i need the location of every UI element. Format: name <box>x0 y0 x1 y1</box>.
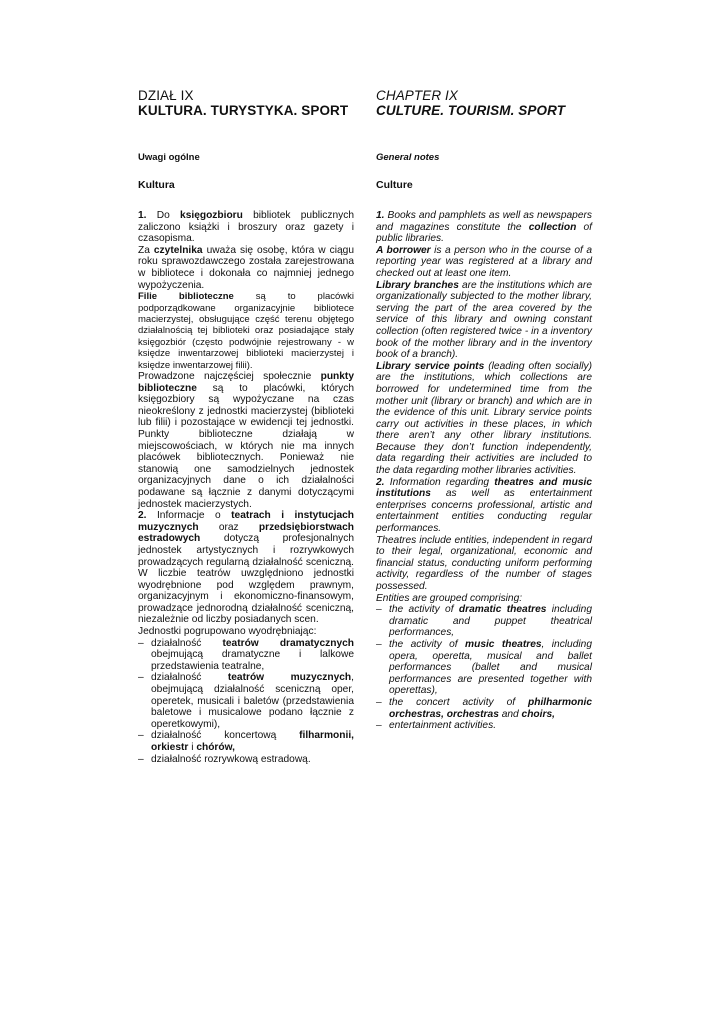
paragraph: Theatres include entities, independent in regard to their legal, organizational, economic and financial status, conducting uniform performing activity, regardless of the number of stages possessed. <box>376 534 592 592</box>
paragraph: 2. Information regarding theatres and music institutions as well as entertainment enterprises concerns professional, artistic and entertainment entities conducting regular performances. <box>376 476 592 535</box>
section-body <box>138 210 354 765</box>
paragraph: Entities are grouped comprising: <box>376 592 523 604</box>
list-item: – the activity of music theatres, including opera, operetta, musical and ballet performances (ballet and musical performances are presented together with operettas), <box>376 639 592 697</box>
activity-list <box>138 638 354 766</box>
paragraph: 1. Do księgozbioru bibliotek publicznych zaliczono książki i broszury oraz gazety i czasopisma. <box>138 210 354 245</box>
paragraph: Za czytelnika uważa się osobę, która w ciągu roku sprawozdawczego została zarejestrowana w bibliotece i dokonała co najmniej jednego wypożyczenia. <box>138 244 354 291</box>
section-body <box>376 210 592 732</box>
polish-column <box>138 88 354 765</box>
chapter-number: DZIAŁ IX <box>138 88 194 103</box>
general-notes-heading: General notes <box>376 152 440 163</box>
paragraph: Library branches are the institutions which are organizationally subjected to the mother library, serving the part of the area covered by the service of this library and owning constant collection (often registered twice - in a inventory book of the mother library and in the inventory book of a branch). <box>376 279 592 361</box>
list-item: – działalność teatrów muzycznych, obejmującą działalność sceniczną oper, operetek, musicali i baletów (przedstawienia baletowe i musicalowe podano łącznie z operetkowymi), <box>138 672 354 730</box>
list-item: – the concert activity of philharmonic orchestras, orchestras and choirs, <box>376 697 592 720</box>
list-item: – działalność teatrów dramatycznych obejmującą dramatyczne i lalkowe przedstawienia teatralne, <box>138 638 354 673</box>
paragraph: Filie biblioteczne są to placówki podporządkowane organizacyjnie bibliotece macierzystej, obsługujące część terenu objętego działalnością tej biblioteki oraz posiadające stały księgozbiór (często podwójnie rejestrowany - w księdze inwentarzowej biblioteki macierzystej i księdze inwentarzowej filii). <box>138 291 354 371</box>
paragraph: A borrower is a person who in the course of a reporting year was registered at a library and checked out at least one item. <box>376 244 592 279</box>
paragraph: 1. Books and pamphlets as well as newspapers and magazines constitute the collection of public libraries. <box>376 210 593 245</box>
list-item: – the activity of dramatic theatres including dramatic and puppet theatrical performances, <box>376 604 592 639</box>
activity-list <box>376 604 592 732</box>
chapter-title: KULTURA. TURYSTYKA. SPORT <box>138 103 349 118</box>
paragraph: Library service points (leading often socially) are the institutions, which collections are borrowed for undetermined time from the mother unit (library or branch) and which are in the evidence of this unit. Library service points carry out activities in these places, in which there aren’t any other library institutions. Because they don’t function independently, data regarding their activities are included to the data regarding mother libraries activities. <box>376 360 592 477</box>
paragraph: Jednostki pogrupowano wyodrębniając: <box>138 626 317 638</box>
chapter-title: CULTURE. TOURISM. SPORT <box>376 103 566 118</box>
section-heading: Culture <box>376 179 413 191</box>
list-item: – działalność rozrywkową estradową. <box>138 754 354 766</box>
general-notes-heading: Uwagi ogólne <box>138 152 200 163</box>
list-item: – działalność koncertową filharmonii, orkiestr i chórów, <box>138 730 354 753</box>
english-column <box>376 88 592 732</box>
paragraph: Prowadzone najczęściej społecznie punkty biblioteczne są to placówki, których księgozbiory są wypożyczane na czas nieokreślony z jednostki macierzystej (biblioteki lub filii) i pozostające w ewidencji tej jednostki. Punkty biblioteczne działają w miejscowościach, w których nie ma innych placówek bibliotecznych. Ponieważ nie stanowią one samodzielnych jednostek organizacyjnych dane o ich działalności podawane są łącznie z danymi dotyczącymi jednostek macierzystych. <box>138 371 354 510</box>
paragraph: 2. Informacje o teatrach i instytucjach muzycznych oraz przedsiębiorstwach estradowych dotyczą profesjonalnych jednostek artystycznych i rozrywkowych prowadzących regularną działalność sceniczną. W liczbie teatrów uwzględniono jednostki wyodrębnione pod względem prawnym, organizacyjnym i ekonomiczno-finansowym, prowadzące jednorodną działalność sceniczną, niezależnie od liczby posiadanych scen. <box>138 510 354 626</box>
chapter-number: CHAPTER IX <box>376 88 459 103</box>
list-item: – entertainment activities. <box>376 720 592 732</box>
section-heading: Kultura <box>138 179 175 191</box>
